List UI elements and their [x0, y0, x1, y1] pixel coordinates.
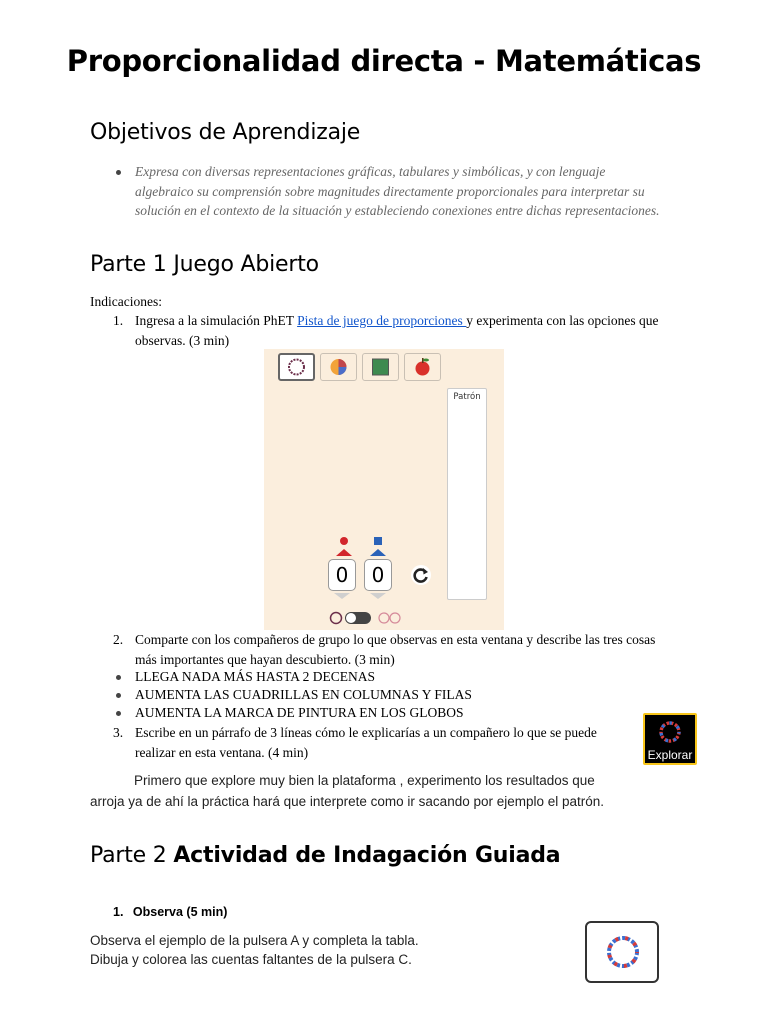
- grid-tab[interactable]: [362, 353, 399, 381]
- answer-line1: Primero que explore muy bien la plataforma , experimento los resultados que: [134, 773, 595, 788]
- bullet-dot: [116, 711, 121, 716]
- answer-paragraph: [90, 770, 690, 812]
- bullet-dot: [116, 675, 121, 680]
- apple-icon: [405, 354, 440, 380]
- paint-icon: [321, 354, 356, 380]
- step-number: 1.: [113, 313, 124, 328]
- part1-heading: Parte 1 Juego Abierto: [90, 252, 319, 277]
- reset-icon[interactable]: [410, 564, 432, 586]
- bracelet-icon: [603, 932, 643, 972]
- paint-tab[interactable]: [320, 353, 357, 381]
- observe-label: Observa (5 min): [132, 905, 228, 919]
- right-decrement-icon[interactable]: [368, 592, 388, 600]
- indications-label: Indicaciones:: [90, 294, 162, 309]
- necklace-icon: [657, 718, 683, 746]
- step3-text: [135, 723, 635, 762]
- step3-line2: realizar en esta ventana. (4 min): [135, 744, 309, 760]
- objective-line: solución en el contexto de la situación y estableciendo conexiones entre dichas representaciones.: [135, 203, 660, 218]
- step2-line2: más importantes que hayan descubierto. (3 min): [135, 651, 395, 667]
- necklace-icon: [280, 355, 313, 379]
- pattern-label: Patrón: [453, 392, 481, 402]
- step1-before: Ingresa a la simulación PhET: [135, 313, 298, 328]
- observe-line1: Observa el ejemplo de la pulsera A y completa la tabla.: [90, 933, 419, 948]
- observe-line2: Dibuja y colorea las cuentas faltantes de la pulsera C.: [90, 952, 412, 967]
- bullet-item: AUMENTA LAS CUADRILLAS EN COLUMNAS Y FILAS: [135, 687, 472, 702]
- objective-line: Expresa con diversas representaciones gráficas, tabulares y simbólicas, y con lenguaje: [135, 164, 606, 179]
- bullet-item: AUMENTA LA MARCA DE PINTURA EN LOS GLOBOS: [135, 705, 464, 720]
- blue-bead-icon: [368, 535, 388, 559]
- step1-after: y experimenta con las opciones que: [466, 313, 659, 328]
- bullet-dot: [116, 170, 121, 175]
- objective-line: algebraico su comprensión sobre magnitudes directamente proporcionales para interpretar su: [135, 183, 645, 199]
- part2-heading-light: Parte 2: [90, 843, 174, 868]
- step-number: 1.: [113, 905, 124, 919]
- step1-text: [135, 311, 695, 350]
- objectives-heading: Objetivos de Aprendizaje: [90, 120, 361, 145]
- step-number: 2.: [113, 632, 124, 647]
- mode-toggle[interactable]: [328, 610, 406, 626]
- apple-tab[interactable]: [404, 353, 441, 381]
- step1-line2: observas. (3 min): [135, 332, 230, 348]
- step-number: 3.: [113, 725, 124, 740]
- step2-line1: Comparte con los compañeros de grupo lo que observas en esta ventana y describe las tres cosas: [135, 632, 656, 647]
- objective-text: [135, 162, 695, 221]
- observe-step: [113, 905, 227, 919]
- observe-text: [90, 931, 419, 969]
- step2-text: [135, 630, 705, 669]
- part2-heading-bold: Actividad de Indagación Guiada: [173, 843, 561, 868]
- explorar-button[interactable]: [643, 713, 697, 765]
- red-bead-icon: [334, 535, 354, 559]
- phet-link[interactable]: Pista de juego de proporciones: [297, 313, 467, 328]
- bracelet-image: [585, 921, 659, 983]
- step3-line1: Escribe en un párrafo de 3 líneas cómo le explicarías a un compañero lo que se puede: [135, 725, 597, 740]
- bullet-dot: [116, 693, 121, 698]
- left-counter[interactable]: 0: [328, 559, 356, 591]
- part2-heading: [90, 843, 560, 868]
- simulation-frame: [264, 349, 504, 630]
- pattern-panel: [447, 388, 487, 600]
- left-decrement-icon[interactable]: [332, 592, 352, 600]
- answer-line2: arroja ya de ahí la práctica hará que interprete como ir sacando por ejemplo el patrón.: [90, 794, 605, 809]
- bullet-item: LLEGA NADA MÁS HASTA 2 DECENAS: [135, 669, 376, 684]
- explorar-label: Explorar: [647, 748, 693, 762]
- right-counter[interactable]: 0: [364, 559, 392, 591]
- necklace-tab[interactable]: [278, 353, 315, 381]
- page-title: Proporcionalidad directa - Matemáticas: [66, 44, 702, 78]
- grid-icon: [363, 354, 398, 380]
